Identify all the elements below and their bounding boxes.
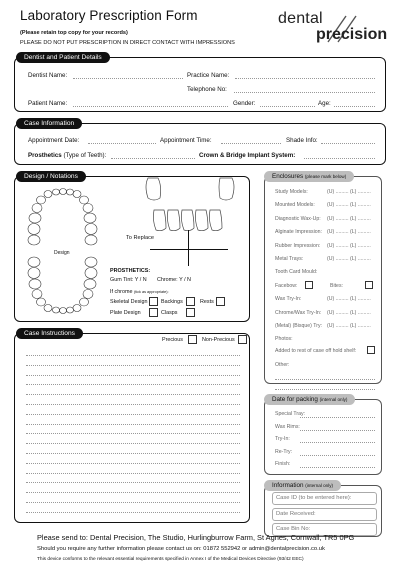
gender-label: Gender:: [233, 100, 256, 107]
plate-design-checkbox[interactable]: [149, 308, 158, 317]
packing-note: (internal only): [319, 397, 348, 402]
instruction-line[interactable]: [26, 502, 240, 503]
enclosure-row[interactable]: Tooth Card Mould:: [275, 269, 318, 276]
upper-lower-marker[interactable]: (U) ......... (L) .........: [327, 202, 371, 209]
instruction-line[interactable]: [26, 473, 240, 474]
form-title: Laboratory Prescription Form: [20, 8, 198, 23]
instruction-line[interactable]: [26, 365, 240, 366]
prosthetics-heading: PROSTHETICS:: [110, 268, 151, 274]
instruction-line[interactable]: [26, 443, 240, 444]
bites-label: Bites:: [330, 282, 343, 289]
dentist-patient-heading: Dentist and Patient Details: [16, 52, 110, 63]
backings-label: Backings: [161, 299, 183, 305]
instruction-line[interactable]: [26, 492, 240, 493]
design-arch-label: Design: [54, 250, 70, 256]
case-instructions-section: [14, 333, 250, 523]
enclosures-heading: [264, 171, 354, 182]
packing-row[interactable]: Special Tray:: [275, 411, 305, 417]
enclosure-row[interactable]: Photos:: [275, 336, 293, 343]
clasps-checkbox[interactable]: [186, 308, 195, 317]
appointment-time-field[interactable]: [221, 143, 281, 144]
packing-title: Date for packing: [272, 396, 318, 403]
upper-lower-marker[interactable]: (U) ......... (L) .........: [327, 242, 371, 249]
shade-info-field[interactable]: [321, 143, 375, 144]
type-of-teeth-label: (Type of Teeth):: [63, 152, 107, 159]
enclosure-row[interactable]: Diagnostic Wax-Up:: [275, 215, 321, 222]
enclosure-row[interactable]: (Metal) (Bisque) Try:: [275, 323, 322, 329]
replace-axis-horizontal: [150, 249, 228, 250]
enclosure-row[interactable]: Mounted Models:: [275, 202, 315, 209]
packing-row[interactable]: Wax Rims:: [275, 423, 300, 430]
enclosure-row[interactable]: Facebow:: [275, 282, 298, 289]
plate-design-label: Plate Design: [110, 310, 141, 316]
non-precious-checkbox[interactable]: [238, 335, 247, 344]
teeth-front-row-icon[interactable]: [140, 174, 240, 234]
instruction-line[interactable]: [26, 414, 240, 415]
packing-line[interactable]: [300, 430, 375, 431]
logo-word-dental: dental: [278, 10, 323, 27]
instruction-line[interactable]: [26, 404, 240, 405]
impression-warning: PLEASE DO NOT PUT PRESCRIPTION IN DIRECT CONTACT WITH IMPRESSIONS: [20, 40, 235, 46]
instruction-line[interactable]: [26, 394, 240, 395]
replace-axis-vertical: [188, 230, 189, 266]
precious-label: Precious: [162, 337, 183, 343]
upper-lower-marker[interactable]: (U) ......... (L) .........: [327, 215, 371, 222]
enclosure-row[interactable]: Other:: [275, 361, 290, 368]
appointment-time-label: Appointment Time:: [160, 137, 212, 144]
enclosure-row[interactable]: Chrome/Wax Try-In:: [275, 309, 322, 316]
instruction-line[interactable]: [26, 453, 240, 454]
appointment-date-label: Appointment Date:: [28, 137, 80, 144]
if-chrome-label: [110, 289, 169, 295]
packing-row[interactable]: Re-Try:: [275, 448, 293, 455]
rests-checkbox[interactable]: [216, 297, 225, 306]
send-to-address: Please send to: Dental Precision, The Studio, Hurlingburrow Farm, St Agnes, Cornwall, TR5 0PG: [37, 533, 355, 542]
appointment-date-field[interactable]: [88, 143, 156, 144]
information-row[interactable]: Date Received:: [272, 508, 377, 521]
age-label: Age:: [318, 100, 331, 107]
instruction-line[interactable]: [26, 424, 240, 425]
upper-lower-marker[interactable]: (U) ......... (L) .........: [327, 256, 371, 262]
precious-checkbox[interactable]: [188, 335, 197, 344]
enclosure-checkbox[interactable]: [305, 281, 313, 289]
gender-field[interactable]: [260, 106, 315, 107]
packing-line[interactable]: [300, 455, 375, 456]
instruction-line[interactable]: [26, 482, 240, 483]
information-note: (internal only): [305, 483, 334, 488]
directive-notice: This device conforms to the relevant essential requirements specified in Annex I of the Medical Devices Directive (93/42 EEC): [37, 557, 304, 562]
enclosure-row[interactable]: Added to rest of case off hold shelf:: [275, 348, 357, 355]
instruction-line[interactable]: [26, 384, 240, 385]
instruction-line[interactable]: [26, 355, 240, 356]
contact-info: Should you require any further information please contact us on: 01872 552942 or admin@dentalprecision.co.uk: [37, 546, 325, 552]
packing-line[interactable]: [300, 442, 375, 443]
hold-shelf-checkbox[interactable]: [367, 346, 375, 354]
skeletal-design-checkbox[interactable]: [149, 297, 158, 306]
chrome-label[interactable]: Chrome: Y / N: [157, 277, 191, 283]
if-chrome-text: If chrome: [110, 289, 133, 295]
upper-lower-marker[interactable]: (U) ......... (L) .........: [327, 323, 371, 329]
patient-name-label: Patient Name:: [28, 100, 68, 107]
telephone-label: Telephone No:: [187, 86, 227, 93]
age-field[interactable]: [334, 106, 375, 107]
instruction-line[interactable]: [26, 433, 240, 434]
case-instructions-heading: Case Instructions: [16, 328, 83, 339]
logo-word-precision: precision: [316, 26, 388, 43]
design-notations-heading: Design / Notations: [16, 171, 86, 182]
to-replace-label: To Replace: [126, 235, 154, 241]
tick-note: (tick as appropriate):: [133, 290, 169, 294]
other-line[interactable]: [275, 389, 375, 390]
clasps-label: Clasps: [161, 310, 178, 316]
instruction-line[interactable]: [26, 512, 240, 513]
backings-checkbox[interactable]: [186, 297, 195, 306]
crown-bridge-label: Crown & Bridge Implant System:: [199, 152, 296, 159]
rests-label: Rests: [200, 299, 214, 305]
non-precious-label: Non-Precious: [202, 337, 235, 343]
prosthetics-label: [28, 152, 106, 159]
enclosure-row[interactable]: Alginate Impression:: [275, 229, 322, 236]
gum-tint-label[interactable]: Gum Tint: Y / N: [110, 277, 147, 283]
enclosure-row[interactable]: Study Models:: [275, 189, 308, 195]
instruction-line[interactable]: [26, 463, 240, 464]
telephone-field[interactable]: [234, 92, 375, 93]
upper-lower-marker[interactable]: (U) ......... (L) .........: [327, 296, 371, 303]
information-heading: [264, 480, 341, 491]
date-for-packing-heading: [264, 394, 355, 405]
packing-row[interactable]: Finish:: [275, 461, 291, 467]
enclosure-row[interactable]: Rubber Impression:: [275, 242, 321, 249]
case-information-heading: Case Information: [16, 118, 82, 129]
crown-bridge-field[interactable]: [304, 158, 375, 159]
dentist-name-label: Dentist Name:: [28, 72, 68, 79]
information-title: Information: [272, 482, 304, 489]
prosthetics-bold: Prosthetics: [28, 152, 62, 159]
dental-precision-logo: [278, 10, 388, 50]
packing-line[interactable]: [300, 467, 375, 468]
upper-lower-marker[interactable]: (U) ......... (L) .........: [327, 189, 371, 195]
enclosure-checkbox[interactable]: [365, 281, 373, 289]
other-line[interactable]: [275, 379, 375, 380]
enclosure-row[interactable]: Metal Trays:: [275, 256, 304, 262]
practice-name-field[interactable]: [235, 78, 375, 79]
type-of-teeth-field[interactable]: [111, 158, 195, 159]
skeletal-design-label: Skeletal Design: [110, 299, 148, 305]
practice-name-label: Practice Name:: [187, 72, 230, 79]
packing-line[interactable]: [300, 417, 375, 418]
upper-lower-marker[interactable]: (U) ......... (L) .........: [327, 309, 371, 316]
information-row[interactable]: Case ID (to be entered here):: [272, 492, 377, 505]
shade-info-label: Shade Info:: [286, 137, 318, 144]
instruction-line[interactable]: [26, 375, 240, 376]
retain-copy-note: (Please retain top copy for your records): [20, 30, 128, 36]
enclosures-note: (please mark below): [304, 174, 347, 179]
enclosures-title: Enclosures: [272, 173, 304, 180]
packing-row[interactable]: Try-In:: [275, 436, 290, 442]
information-row[interactable]: Case Bin No:: [272, 523, 377, 536]
dentist-name-field[interactable]: [73, 78, 183, 79]
patient-name-field[interactable]: [73, 106, 228, 107]
enclosure-row[interactable]: Wax Try-In:: [275, 296, 302, 303]
upper-lower-marker[interactable]: (U) ......... (L) .........: [327, 229, 371, 236]
